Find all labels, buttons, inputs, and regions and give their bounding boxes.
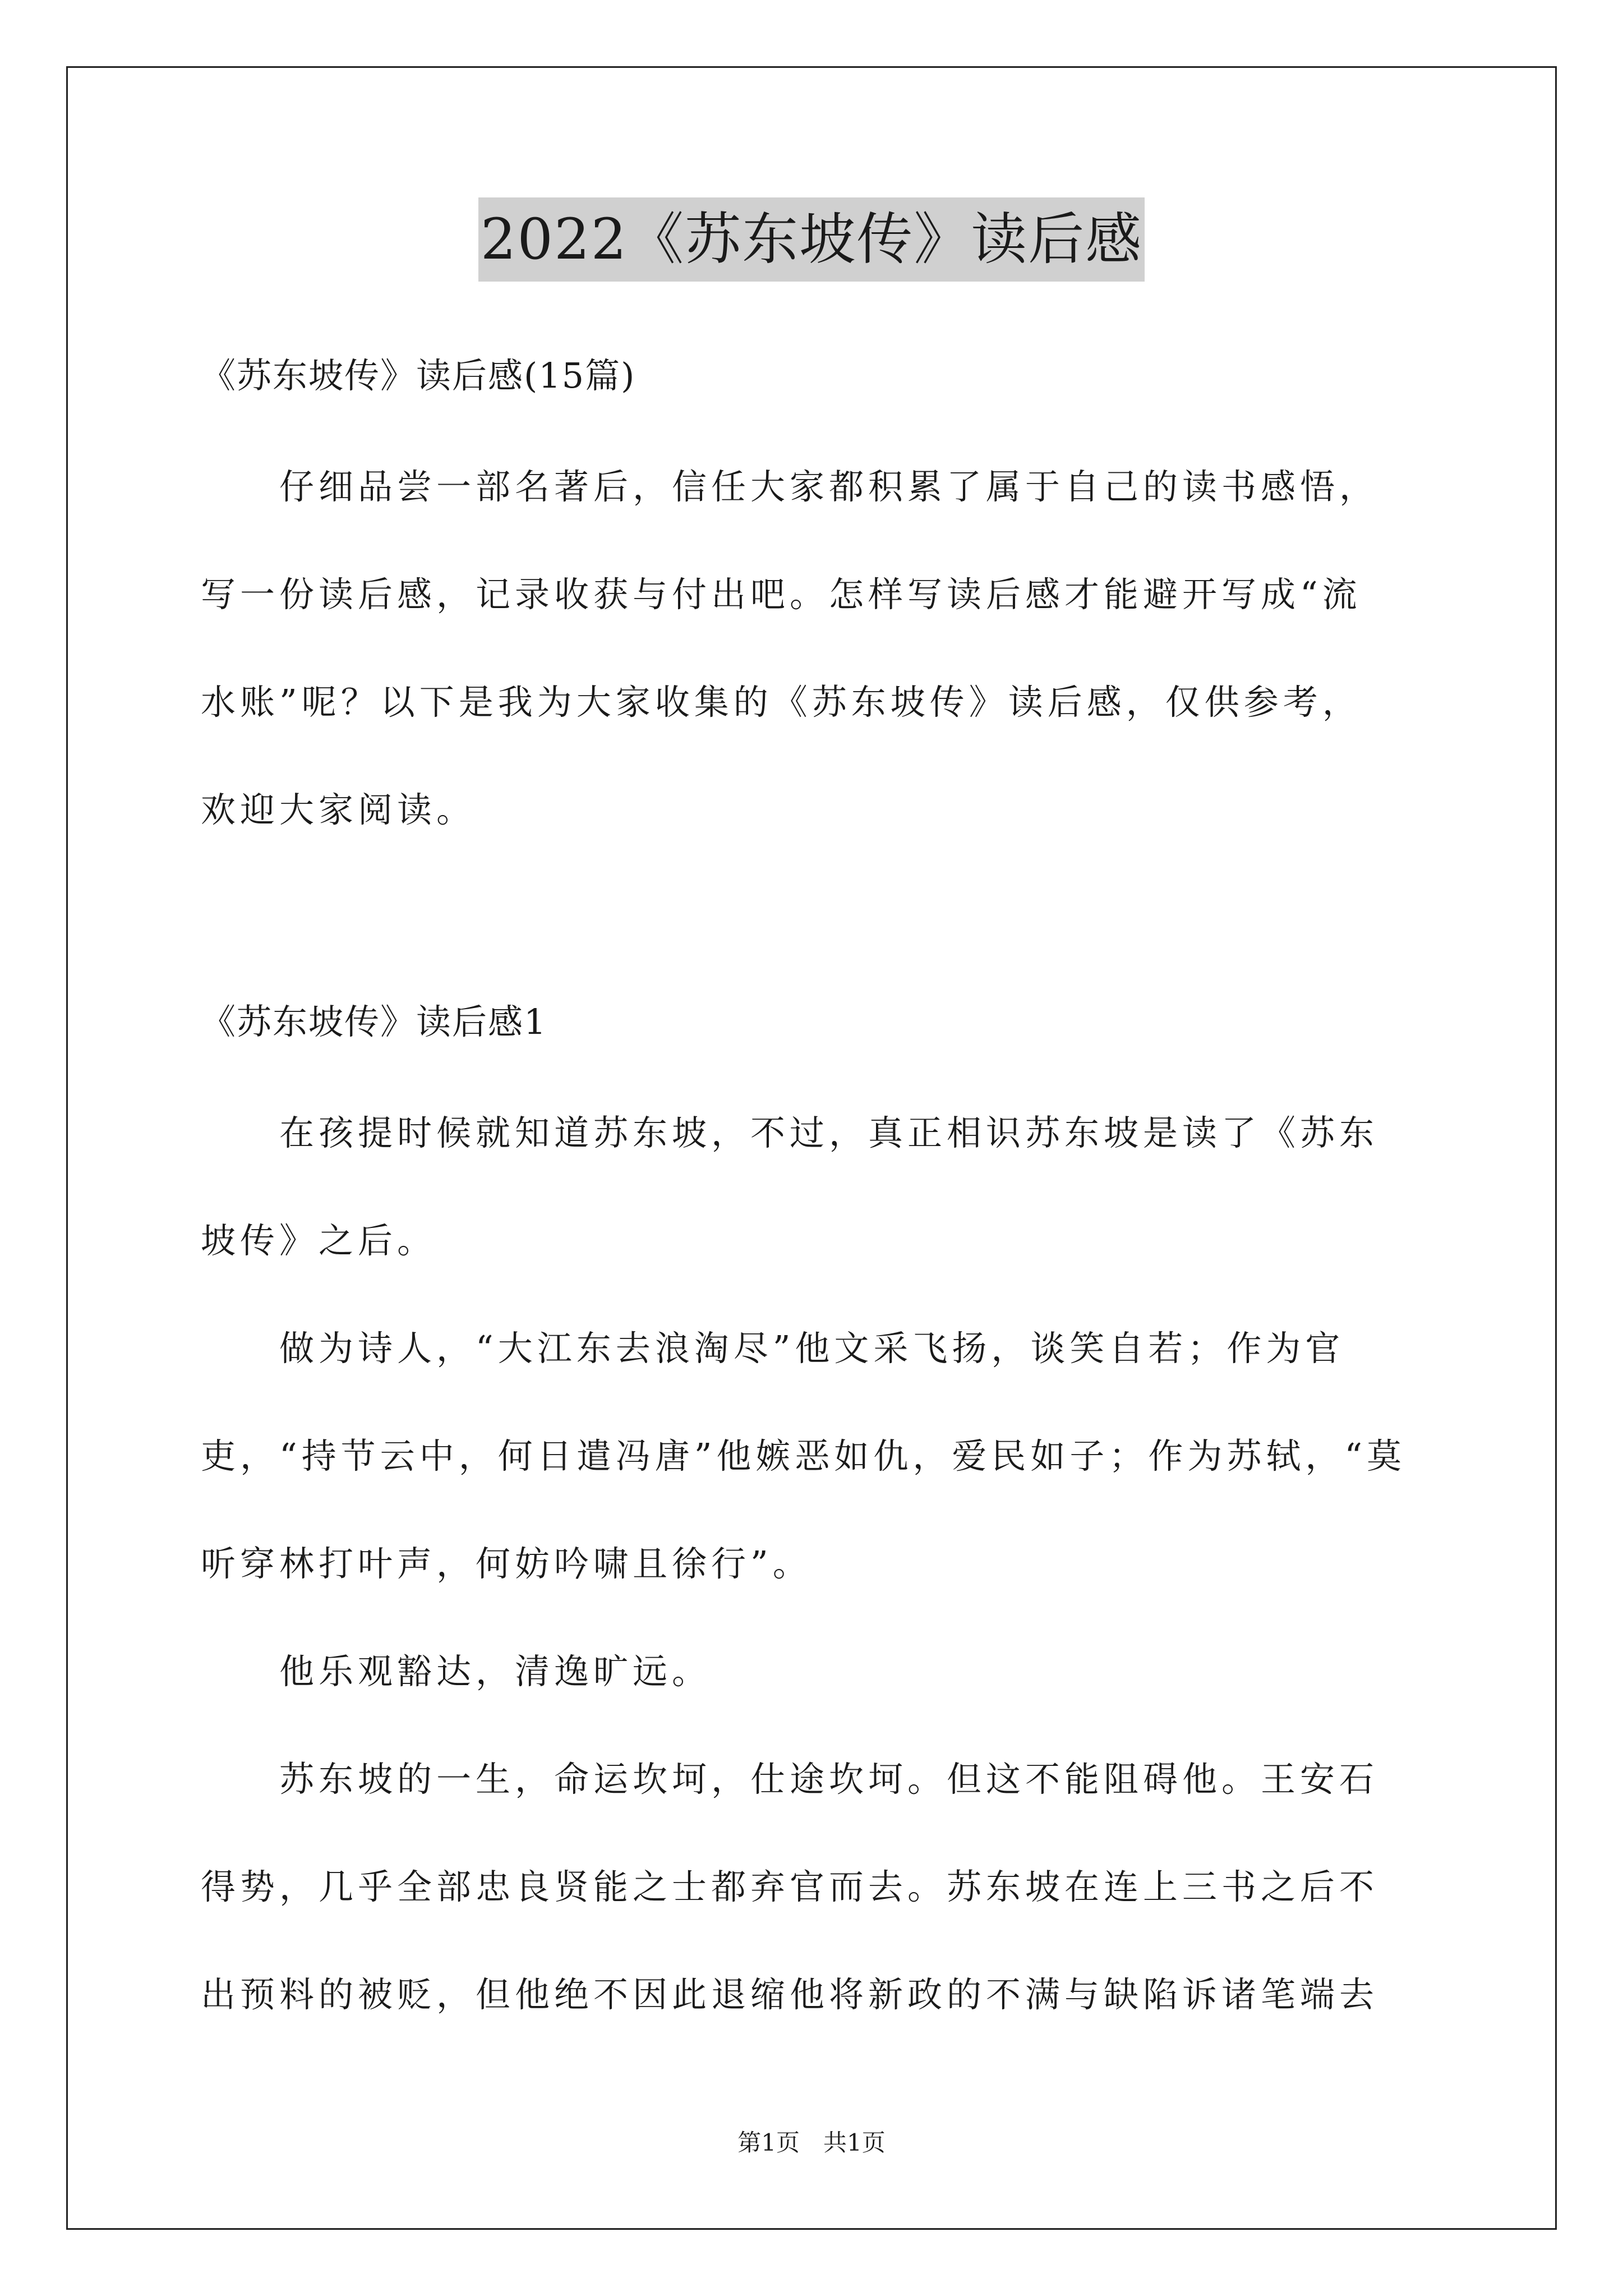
body-line: 得势，几乎全部忠良贤能之士都弃官而去。苏东坡在连上三书之后不: [201, 1866, 1379, 1907]
body-line: 出预料的被贬，但他绝不因此退缩他将新政的不满与缺陷诉诸笔端去: [201, 1974, 1379, 2015]
body-line: 听穿林打叶声，何妨吟啸且徐行”。: [201, 1543, 812, 1584]
title-container: [0, 197, 1623, 282]
document-title: 2022《苏东坡传》读后感: [478, 197, 1145, 282]
intro-line: 仔细品尝一部名著后，信任大家都积累了属于自己的读书感悟，: [201, 466, 1379, 507]
intro-line: 水账”呢？以下是我为大家收集的《苏东坡传》读后感，仅供参考，: [201, 682, 1362, 723]
body-line: 做为诗人，“大江东去浪淘尽”他文采飞扬，谈笑自若；作为官: [201, 1328, 1345, 1369]
document-subtitle: 《苏东坡传》读后感(15篇): [201, 355, 636, 396]
body-line: 在孩提时候就知道苏东坡，不过，真正相识苏东坡是读了《苏东: [201, 1112, 1379, 1153]
intro-line: 写一份读后感，记录收获与付出吧。怎样写读后感才能避开写成“流: [201, 574, 1362, 615]
body-line: 吏，“持节云中，何日遣冯唐”他嫉恶如仇，爱民如子；作为苏轼，“莫: [201, 1435, 1407, 1476]
page-footer: 第1页 共1页: [737, 2129, 886, 2156]
body-line: 他乐观豁达，清逸旷远。: [201, 1651, 712, 1692]
body-line: 苏东坡的一生，命运坎坷，仕途坎坷。但这不能阻碍他。王安石: [201, 1759, 1379, 1800]
body-line: 坡传》之后。: [201, 1220, 437, 1261]
section-heading: 《苏东坡传》读后感1: [201, 1001, 547, 1042]
intro-line: 欢迎大家阅读。: [201, 789, 476, 830]
